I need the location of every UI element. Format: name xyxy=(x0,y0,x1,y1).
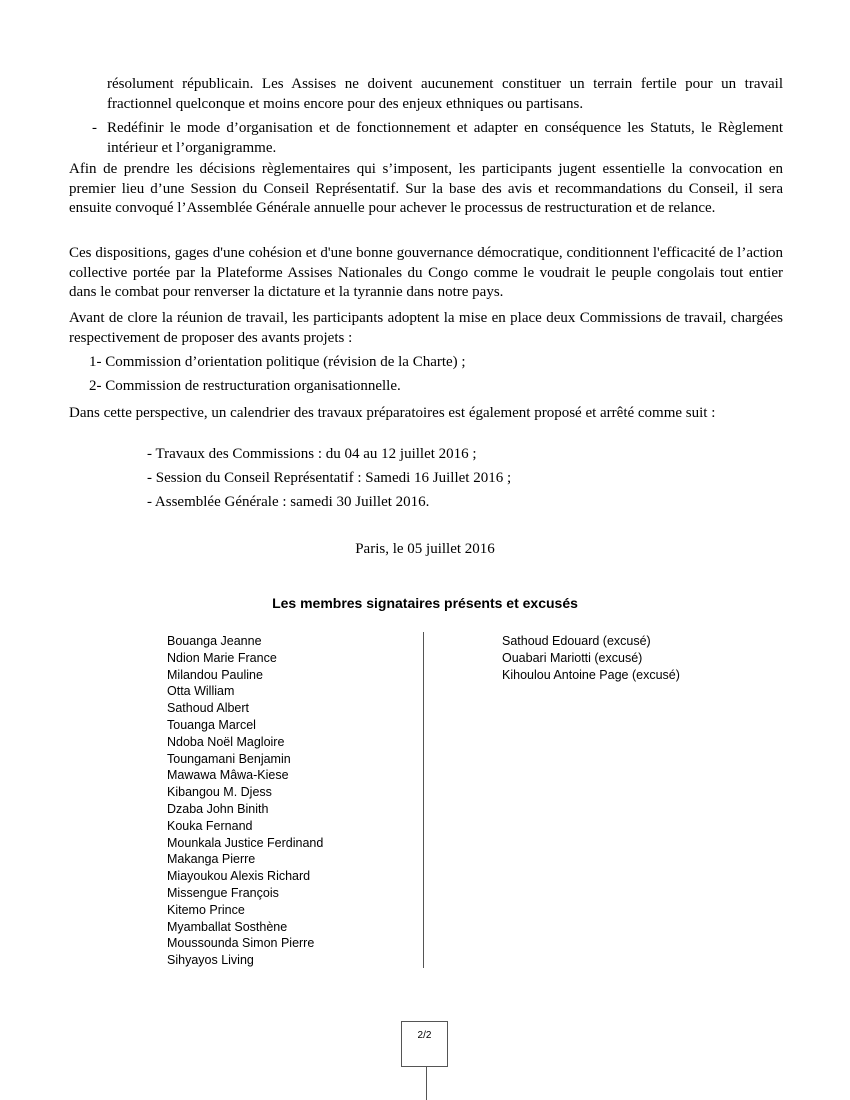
signatory-name: Touanga Marcel xyxy=(167,717,256,732)
signatories-left-list xyxy=(167,633,323,969)
paragraph-commissions: Avant de clore la réunion de travail, les participants adoptent la mise en place deux Commissions de travail, chargées respectivement de proposer des avants projets : xyxy=(69,310,783,346)
signatory-name: Sathoud Albert xyxy=(167,701,250,716)
signatory-name: Ndion Marie France xyxy=(167,650,277,665)
signatory-name-excused: Ouabari Mariotti (excusé) xyxy=(502,650,643,665)
signatories-heading: Les membres signataires présents et excusés xyxy=(272,595,578,611)
signatory-name: Toungamani Benjamin xyxy=(167,751,291,766)
signatory-name: Sihyayos Living xyxy=(167,953,254,968)
page-number-box xyxy=(401,1021,448,1067)
signatory-name: Bouanga Jeanne xyxy=(167,634,262,648)
page-number: 2/2 xyxy=(417,1030,432,1041)
signatory-name-excused: Kihoulou Antoine Page (excusé) xyxy=(502,667,680,682)
signatory-name: Otta William xyxy=(167,684,235,699)
paragraph-calendar: Dans cette perspective, un calendrier des travaux préparatoires est également proposé et arrêté comme suit : xyxy=(69,405,716,421)
signatory-name: Milandou Pauline xyxy=(167,667,263,682)
signatory-name: Moussounda Simon Pierre xyxy=(167,936,315,951)
signatory-name: Makanga Pierre xyxy=(167,852,256,867)
signatory-name: Ndoba Noël Magloire xyxy=(167,734,285,749)
signatories-right-list xyxy=(502,633,680,683)
bullet-marker: - xyxy=(92,120,97,136)
signatory-name: Mawawa Mâwa-Kiese xyxy=(167,768,289,783)
signatory-name: Kibangou M. Djess xyxy=(167,785,272,800)
schedule-item-2: - Session du Conseil Représentatif : Samedi 16 Juillet 2016 ; xyxy=(147,470,512,486)
signatory-name: Dzaba John Binith xyxy=(167,801,269,816)
paragraph-dispositions: Ces dispositions, gages d'une cohésion et d'une bonne gouvernance démocratique, conditionnent l'efficacité de l’action collective portée par la Plateforme Assises Nationales du Congo comme le voudrait le peuple congolais tout entier dans le combat pour renverser la dictature et la tyrannie dans notre pays. xyxy=(69,245,783,300)
signatory-name: Miayoukou Alexis Richard xyxy=(167,869,311,884)
signatory-name-excused: Sathoud Edouard (excusé) xyxy=(502,634,651,648)
commission-item-2: 2- Commission de restructuration organisationnelle. xyxy=(89,378,401,394)
column-divider xyxy=(423,632,424,968)
place-date: Paris, le 05 juillet 2016 xyxy=(355,541,495,557)
paragraph-continuation: résolument républicain. Les Assises ne doivent aucunement constituer un terrain fertile pour un travail fractionnel quelconque et moins encore pour des enjeux ethniques ou partisans. xyxy=(107,76,783,112)
schedule-item-3: - Assemblée Générale : samedi 30 Juillet 2016. xyxy=(147,494,430,510)
signatory-name: Kitemo Prince xyxy=(167,902,245,917)
commission-item-1: 1- Commission d’orientation politique (révision de la Charte) ; xyxy=(89,354,466,370)
paragraph-session: Afin de prendre les décisions règlementaires qui s’imposent, les participants jugent essentielle la convocation en premier lieu d’une Session du Conseil Représentatif. Sur la base des avis et recommandations du Conseil, il sera ensuite convoqué l’Assemblée Générale annuelle pour achever le processus de restructuration et de relance. xyxy=(69,161,783,216)
schedule-item-1: - Travaux des Commissions : du 04 au 12 juillet 2016 ; xyxy=(147,446,477,462)
bullet-item: Redéfinir le mode d’organisation et de fonctionnement et adapter en conséquence les Statuts, le Règlement intérieur et l’organigramme. xyxy=(107,120,783,156)
page-number-connector xyxy=(426,1067,427,1100)
signatory-name: Mounkala Justice Ferdinand xyxy=(167,835,324,850)
signatory-name: Myamballat Sosthène xyxy=(167,919,288,934)
signatory-name: Missengue François xyxy=(167,885,279,900)
signatory-name: Kouka Fernand xyxy=(167,818,253,833)
